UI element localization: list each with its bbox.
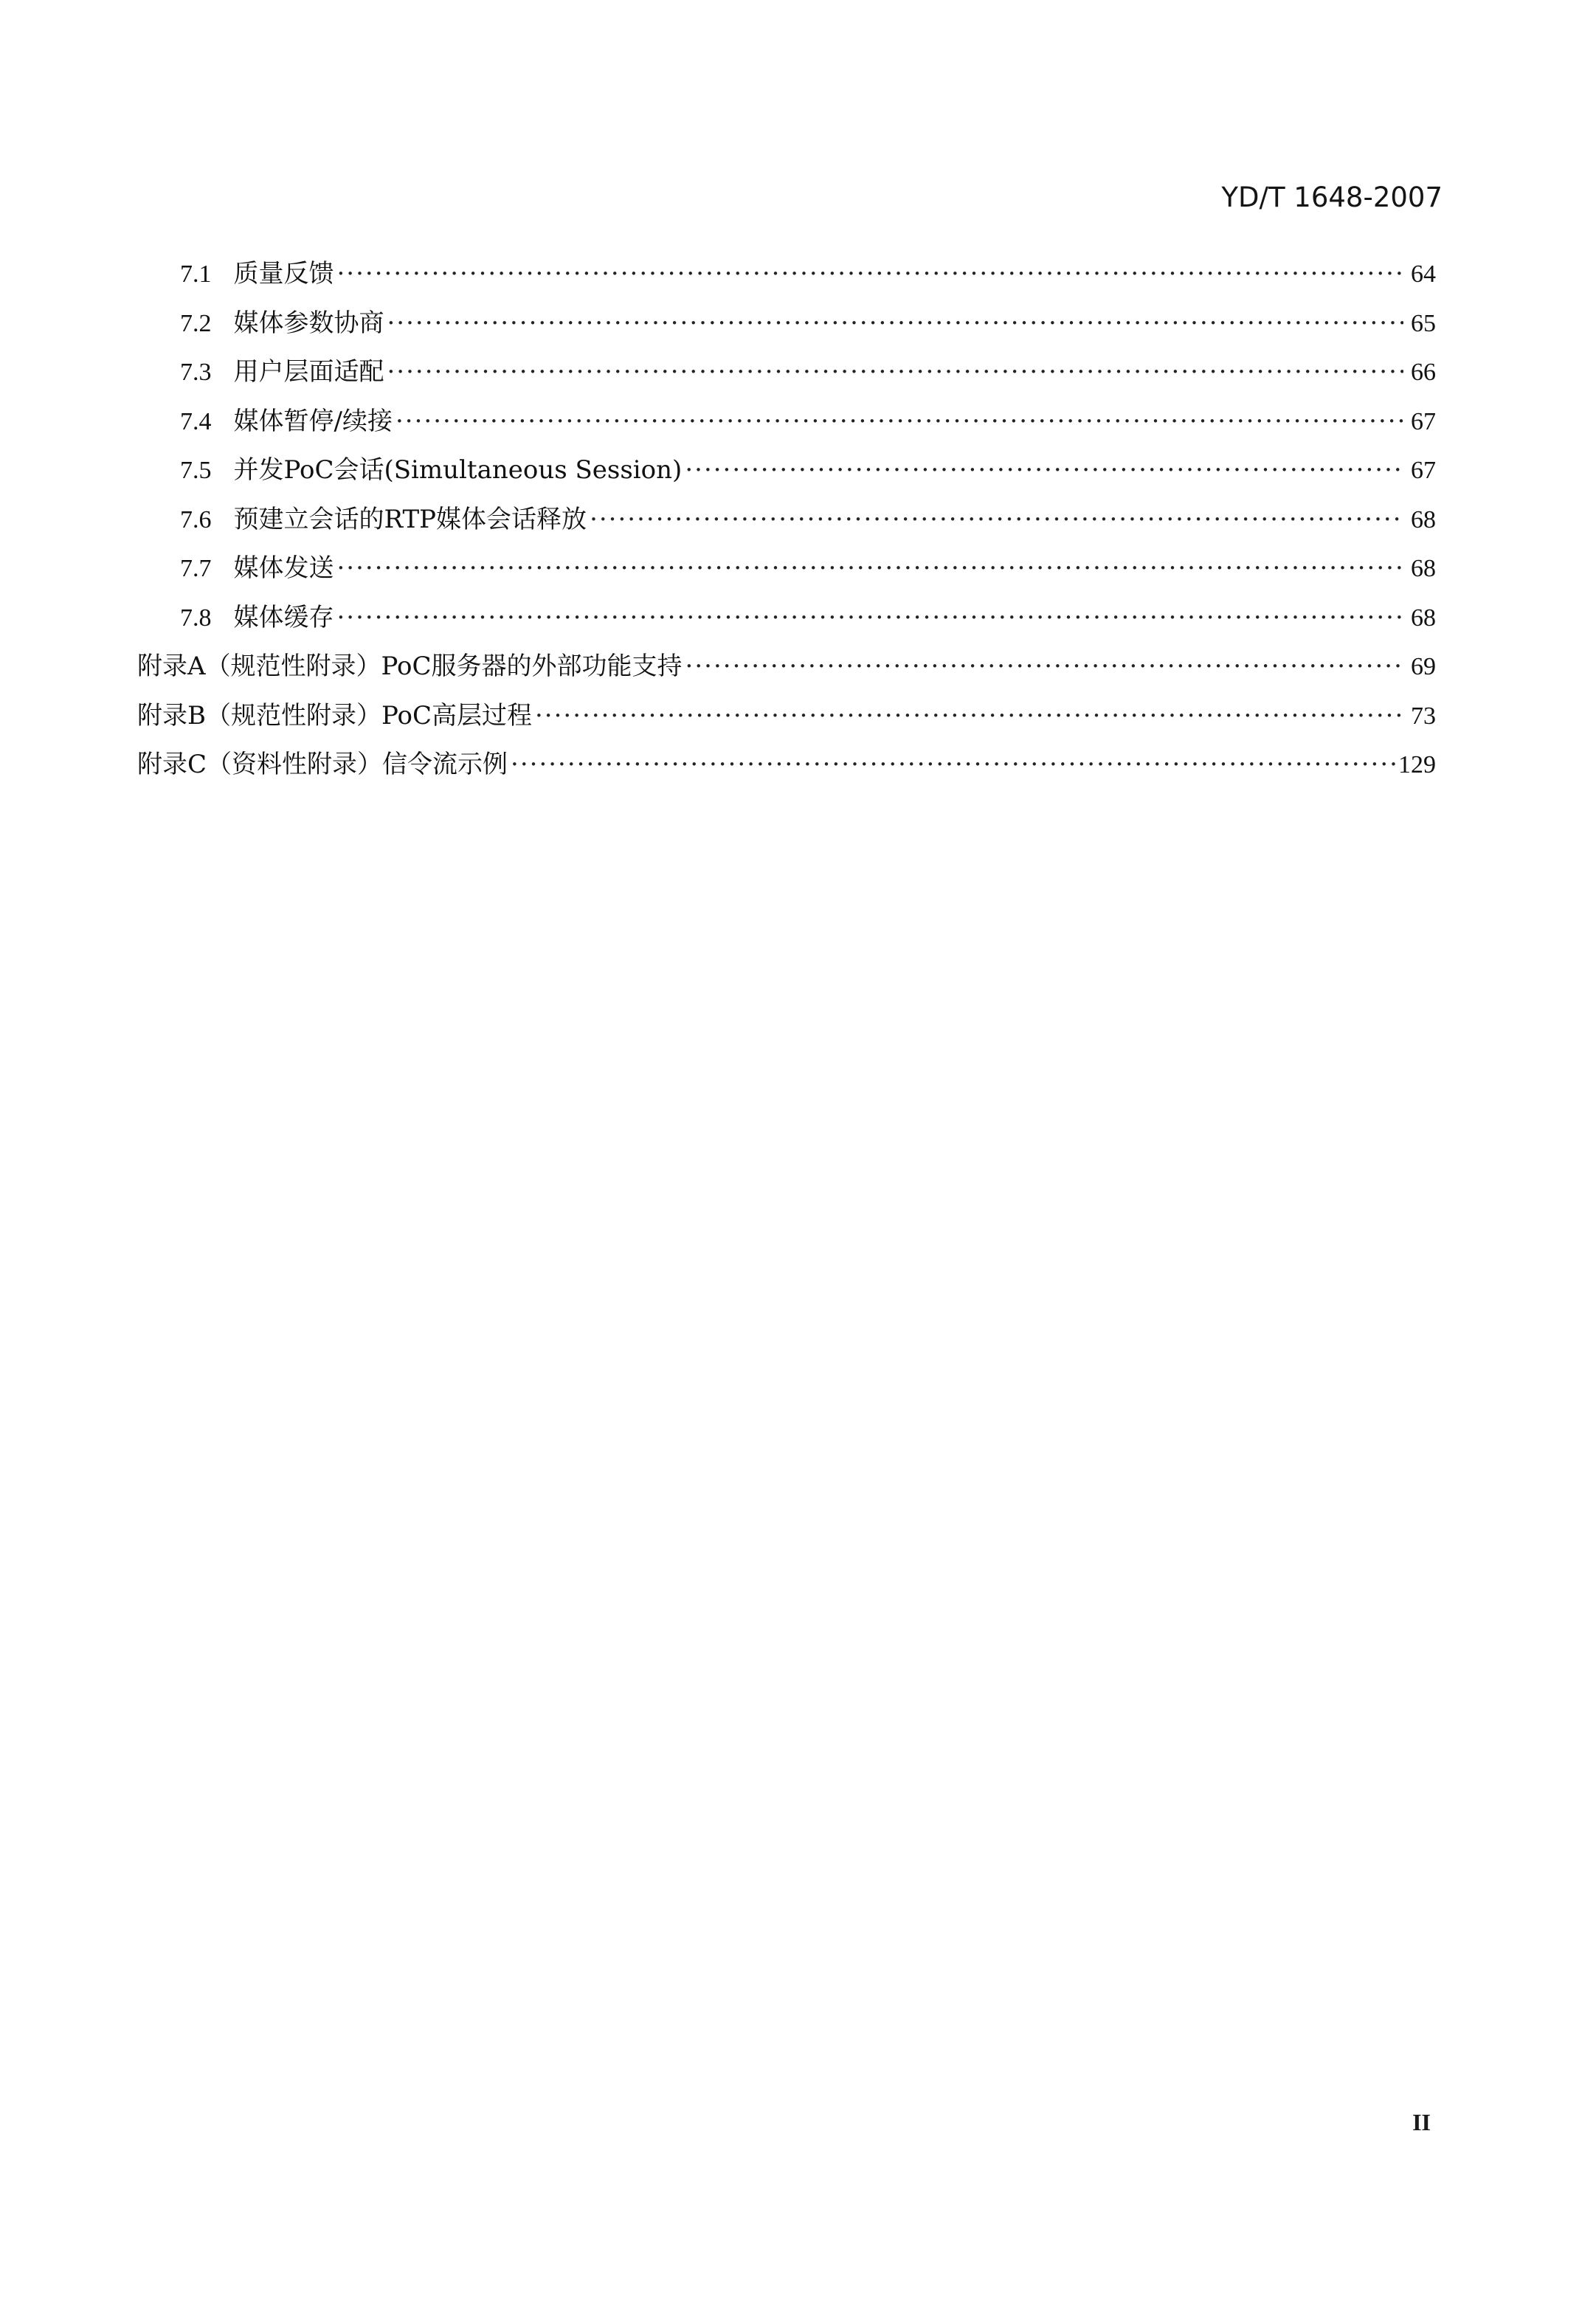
- toc-appendix-entry[interactable]: [137, 642, 1436, 691]
- toc-leader-dots: [685, 446, 1403, 494]
- toc-leader-dots: [511, 740, 1395, 789]
- toc-entry-page: 68: [1411, 555, 1436, 582]
- toc-appendix-entry[interactable]: [137, 691, 1436, 741]
- toc-leader-dots: [387, 299, 1404, 348]
- toc-entry-title: 媒体缓存: [233, 602, 334, 632]
- toc-entry[interactable]: [137, 249, 1436, 299]
- toc-entry-title: 媒体发送: [233, 553, 334, 583]
- toc-entry-number: 7.8: [180, 604, 212, 632]
- page-number: II: [1412, 2109, 1431, 2135]
- table-of-contents: [137, 249, 1436, 790]
- toc-entry-page: 129: [1398, 751, 1436, 778]
- toc-leader-dots: [685, 642, 1403, 691]
- toc-leader-dots: [337, 593, 1404, 642]
- toc-entry-title: 附录C（资料性附录）信令流示例: [137, 750, 508, 779]
- toc-leader-dots: [387, 348, 1404, 396]
- toc-entry-number: 7.3: [180, 359, 212, 386]
- toc-entry-number: 7.7: [180, 555, 212, 582]
- toc-entry-page: 67: [1411, 457, 1436, 484]
- toc-entry[interactable]: [137, 544, 1436, 593]
- toc-appendix-entry[interactable]: [137, 740, 1436, 790]
- toc-entry-title: 质量反馈: [233, 259, 334, 289]
- toc-entry-title: 媒体参数协商: [233, 308, 384, 338]
- toc-entry-page: 69: [1411, 653, 1436, 680]
- toc-leader-dots: [337, 249, 1404, 298]
- toc-leader-dots: [590, 495, 1403, 544]
- toc-entry-page: 67: [1411, 407, 1436, 435]
- toc-entry[interactable]: [137, 299, 1436, 348]
- toc-entry-number: 7.6: [180, 505, 212, 533]
- toc-entry-title: 附录B（规范性附录）PoC高层过程: [137, 700, 532, 730]
- toc-entry-page: 64: [1411, 260, 1436, 288]
- toc-entry[interactable]: [137, 397, 1436, 446]
- toc-entry-title: 并发PoC会话(Simultaneous Session): [233, 455, 683, 485]
- toc-entry[interactable]: [137, 446, 1436, 495]
- toc-entry-number: 7.5: [180, 457, 212, 484]
- toc-entry-number: 7.2: [180, 309, 212, 337]
- toc-entry-title: 预建立会话的RTP媒体会话释放: [233, 504, 587, 534]
- toc-entry-title: 媒体暂停/续接: [233, 406, 393, 436]
- toc-entry[interactable]: [137, 495, 1436, 545]
- toc-entry-page: 68: [1411, 604, 1436, 632]
- toc-entry-number: 7.1: [180, 260, 212, 288]
- toc-leader-dots: [337, 544, 1404, 593]
- toc-entry-page: 66: [1411, 359, 1436, 386]
- toc-entry-page: 68: [1411, 505, 1436, 533]
- toc-entry-page: 65: [1411, 309, 1436, 337]
- toc-leader-dots: [395, 397, 1403, 446]
- toc-entry-page: 73: [1411, 702, 1436, 730]
- toc-entry-title: 用户层面适配: [233, 357, 384, 387]
- document-code: YD/T 1648-2007: [1221, 182, 1443, 213]
- toc-entry[interactable]: [137, 348, 1436, 397]
- toc-leader-dots: [535, 691, 1403, 740]
- toc-entry[interactable]: [137, 593, 1436, 643]
- toc-entry-number: 7.4: [180, 407, 212, 435]
- toc-entry-title: 附录A（规范性附录）PoC服务器的外部功能支持: [137, 652, 683, 681]
